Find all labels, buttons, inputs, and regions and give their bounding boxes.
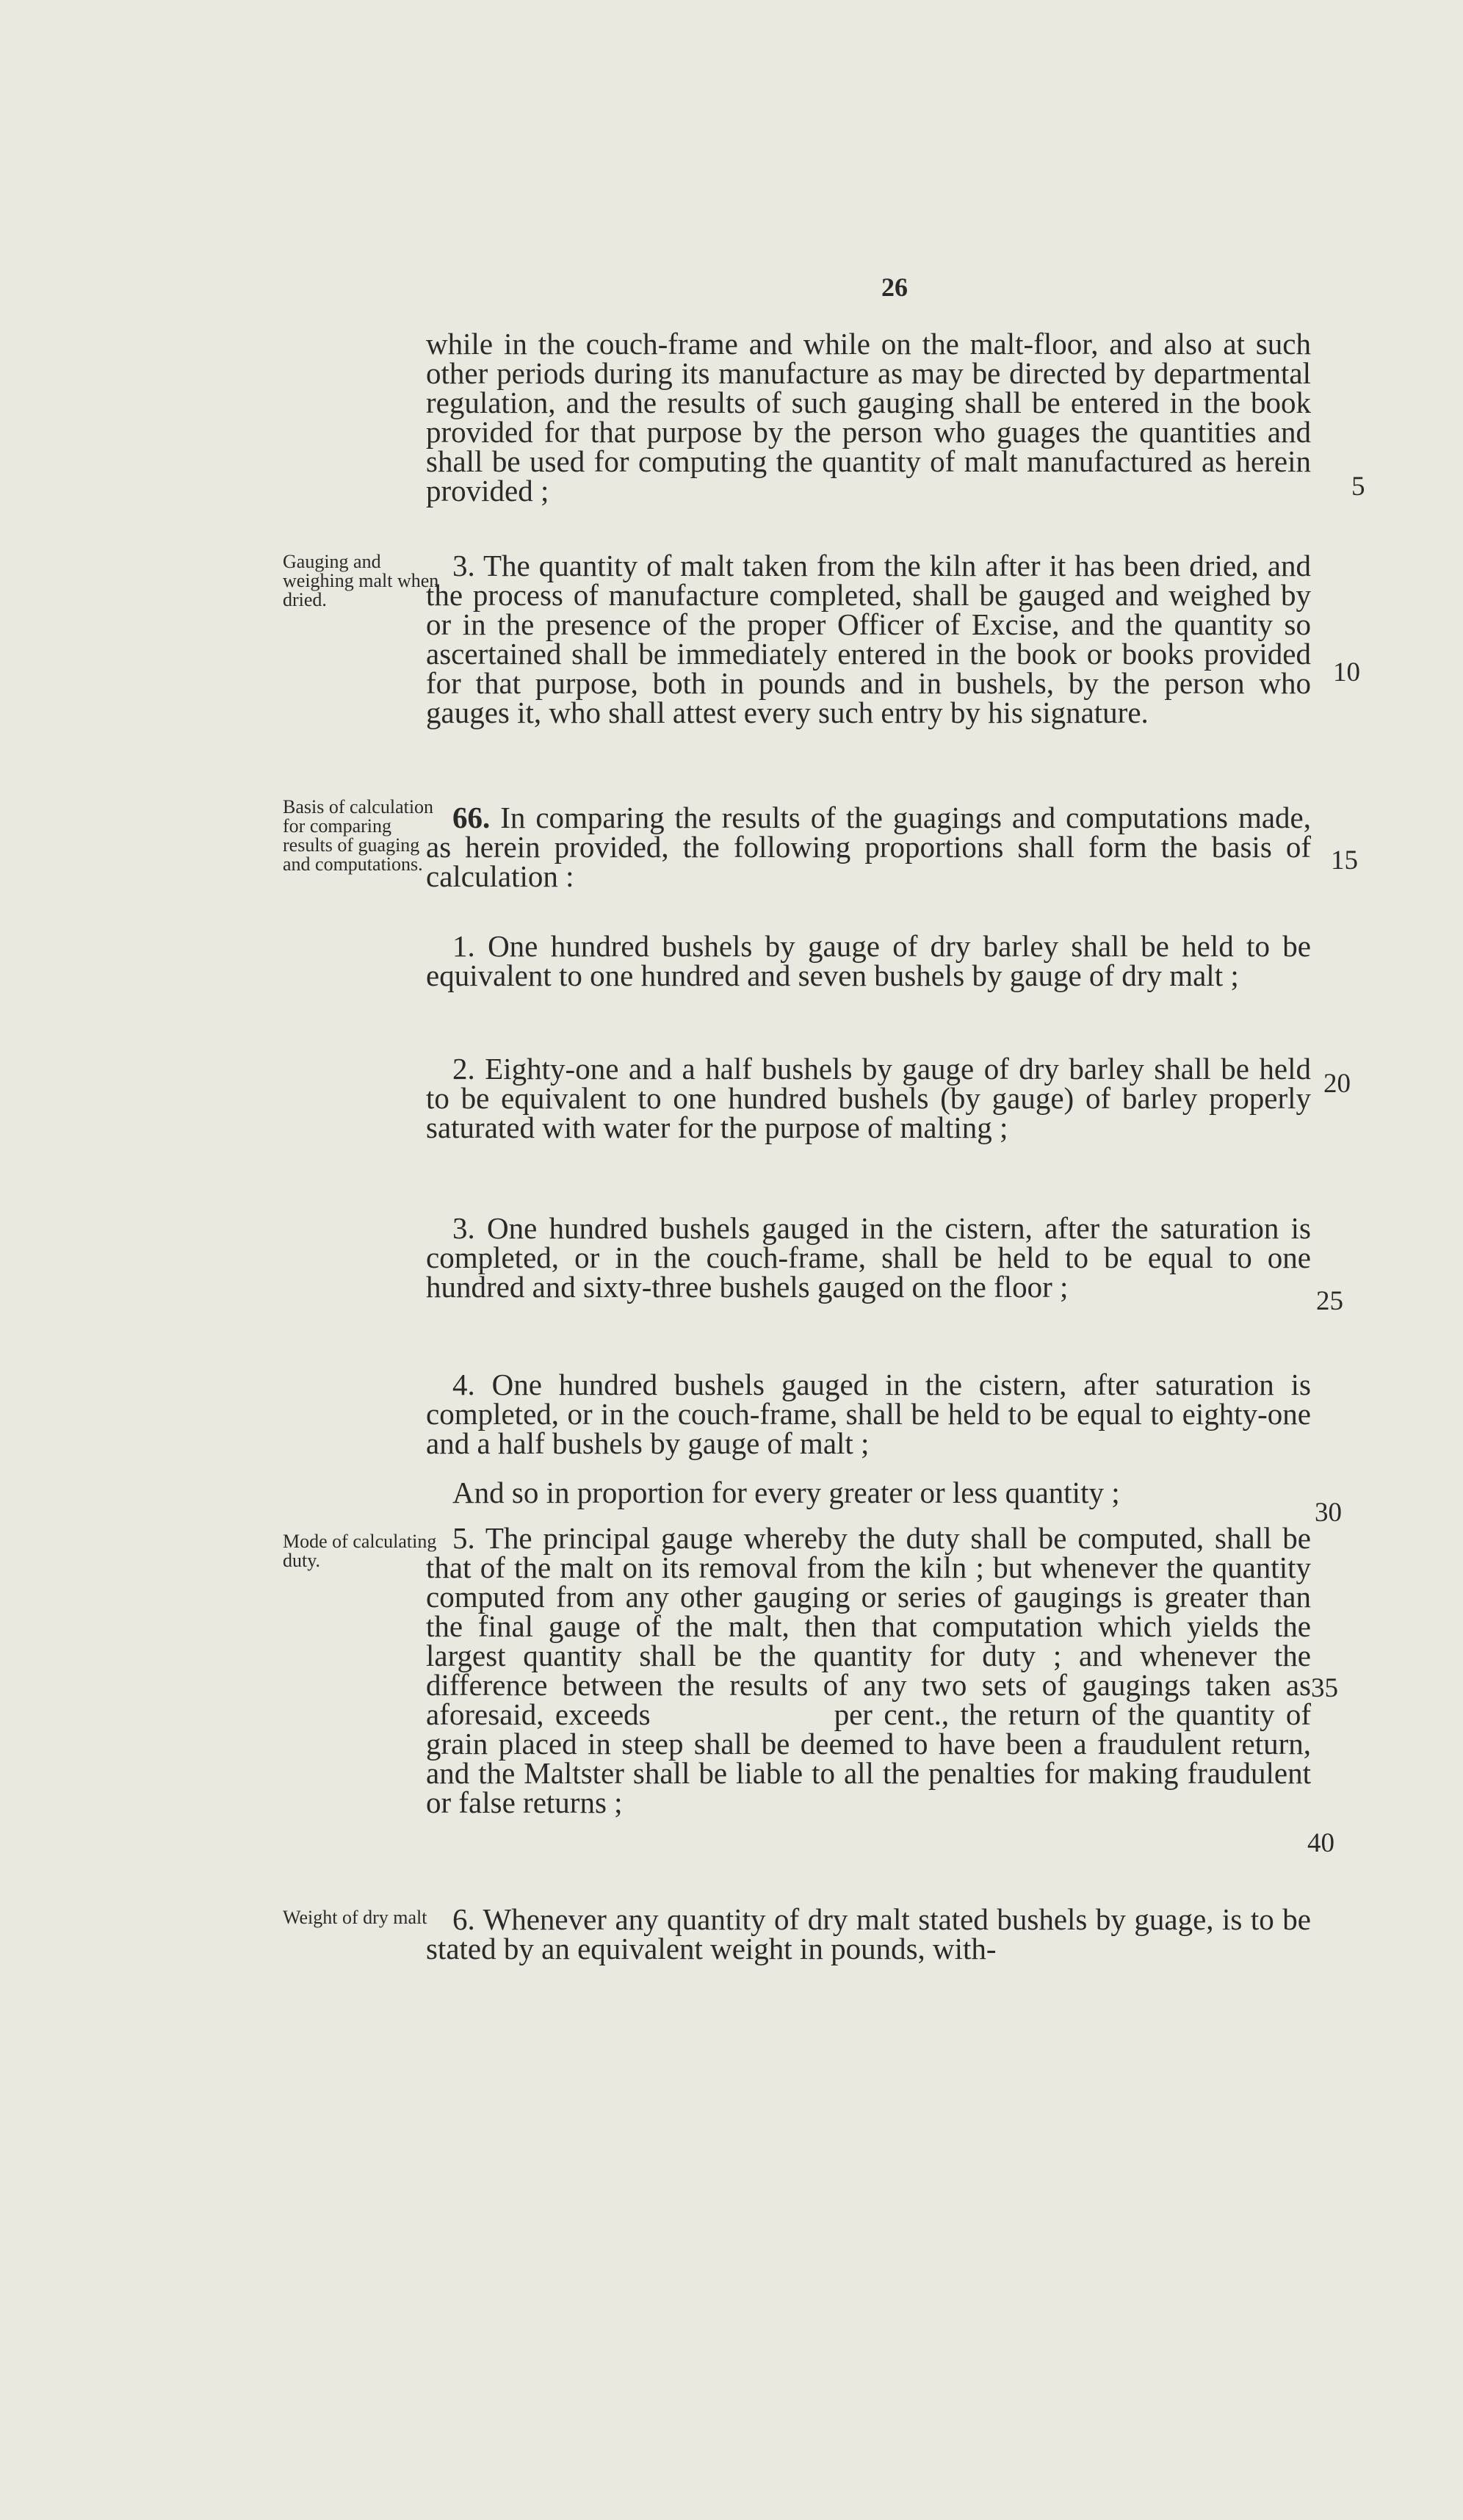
paragraph-continuation [426, 327, 1311, 508]
section-text: In comparing the results of the guagings and computations made, as herein provided, the following proportions shall form the basis of calculation : [426, 801, 1311, 893]
paragraph-text: while in the couch-frame and while on the malt-floor, and also at such other periods during its manufacture as may be directed by departmental regulation, and the results of such gauging shall be entered in the book provided for that purpose by the person who guages the quantities and shall be used for computing the quantity of malt manufactured as herein provided ; [426, 327, 1311, 508]
list-item-6 [426, 1902, 1311, 1965]
list-item-2 [426, 1054, 1311, 1142]
list-item-3 [426, 1211, 1311, 1304]
paragraph-text: 3. One hundred bushels gauged in the cistern, after the saturation is completed, or in the couch-frame, shall be held to be equal to one hundred and sixty-three bushels gauged on the floor ; [426, 1211, 1311, 1304]
list-item-4 [426, 1370, 1311, 1458]
paragraph-item-3 [426, 551, 1311, 727]
line-number: 20 [1323, 1069, 1351, 1099]
line-number: 15 [1331, 845, 1358, 875]
proportion-line [426, 1478, 1311, 1507]
list-item-1 [426, 931, 1311, 990]
paragraph-text: 6. Whenever any quantity of dry malt stated bushels by guage, is to be stated by an equivalent weight in pounds, with- [426, 1902, 1311, 1965]
margin-note-weight: Weight of dry malt [283, 1907, 427, 1928]
paragraph-text: 4. One hundred bushels gauged in the cistern, after saturation is completed, or in the couch-frame, shall be held to be equal to eighty-one and a half bushels by gauge of malt ; [426, 1368, 1311, 1460]
paragraph-text: And so in proportion for every greater or less quantity ; [452, 1476, 1120, 1509]
paragraph-text-continued: per cent., the return of the quantity of grain placed in steep shall be deemed to have been a fraudulent return, and the Maltster shall be liable to all the penalties for making fraudulent or false returns ; [426, 1697, 1311, 1819]
section-66 [426, 803, 1311, 891]
margin-note-gauging: Gauging and weighing malt when dried. [283, 551, 439, 610]
line-number: 40 [1307, 1828, 1334, 1858]
margin-note-mode: Mode of calculating duty. [283, 1531, 437, 1571]
line-number: 10 [1333, 657, 1360, 687]
list-item-5 [426, 1523, 1311, 1817]
line-number: 30 [1315, 1498, 1342, 1528]
margin-note-basis: Basis of calculation for comparing results of guaging and computations. [283, 796, 434, 875]
line-number: 25 [1316, 1286, 1343, 1316]
line-number: 5 [1351, 472, 1365, 502]
paragraph-text: 1. One hundred bushels by gauge of dry barley shall be held to be equivalent to one hundred and seven bushels by gauge of dry malt ; [426, 929, 1311, 992]
section-number: 66. [452, 801, 491, 834]
paragraph-text: 2. Eighty-one and a half bushels by gauge of dry barley shall be held to be equivalent to one hundred bushels (by gauge) of barley properly saturated with water for the purpose of malting ; [426, 1052, 1311, 1144]
line-number: 35 [1311, 1673, 1338, 1703]
paragraph-text: 3. The quantity of malt taken from the kiln after it has been dried, and the process of manufacture completed, shall be gauged and weighed by or in the presence of the proper Officer of Excise, and the quantity so ascertained shall be immediately entered in the book or books provided for that purpose, both in pounds and in bushels, by the person who gauges it, who shall attest every such entry by his signature. [426, 549, 1311, 729]
paragraph-text: 5. The principal gauge whereby the duty shall be computed, shall be that of the malt on its removal from the kiln ; but whenever the quantity computed from any other gauging or series of gaugings is greater than the final gauge of the malt, then that computation which yields the largest quantity shall be the quantity for duty ; and whenever the difference between the results of any two sets of gaugings taken as aforesaid, exceeds [426, 1521, 1311, 1731]
page-number: 26 [881, 272, 908, 302]
